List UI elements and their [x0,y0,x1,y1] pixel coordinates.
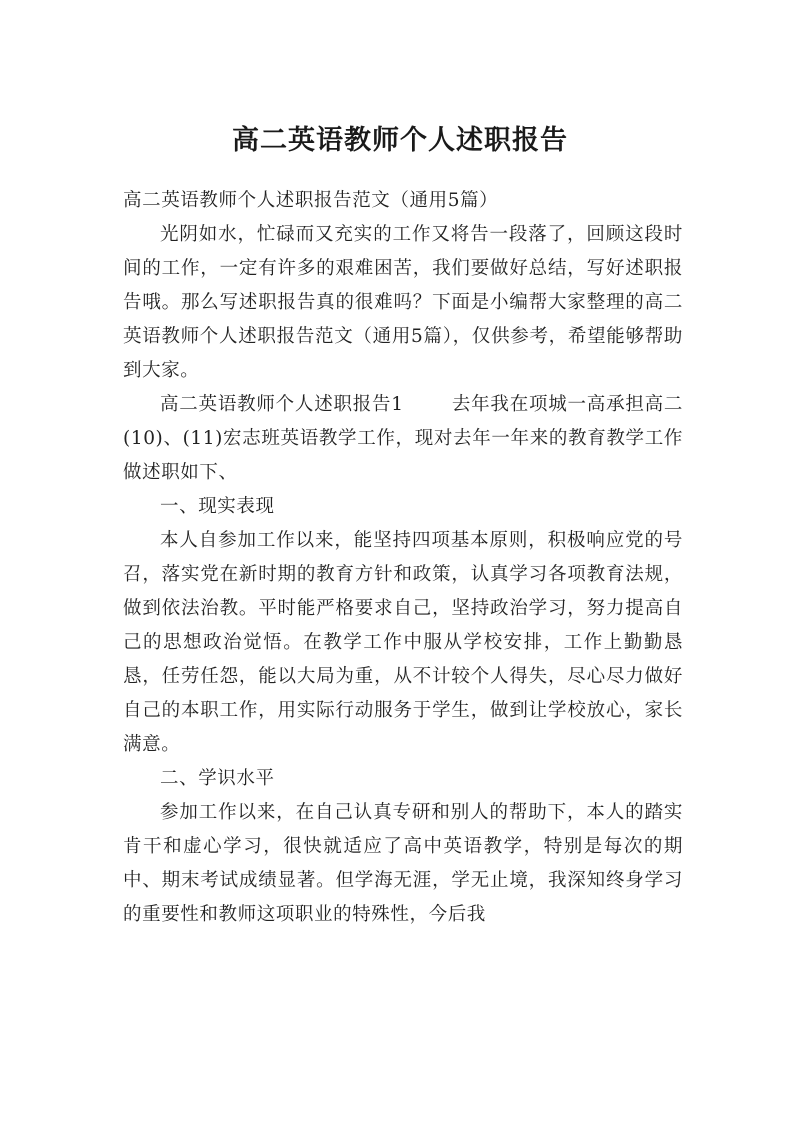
intro-paragraph: 光阴如水，忙碌而又充实的工作又将告一段落了，回顾这段时间的工作，一定有许多的艰难困苦，我们要做好总结，写好述职报告哦。那么写述职报告真的很难吗？下面是小编帮大家整理的高二英语教师个人述职报告范文（通用5篇），仅供参考，希望能够帮助到大家。 [123,224,683,381]
document-body [123,184,683,932]
report1-paragraph [123,388,683,490]
section1-paragraph: 本人自参加工作以来，能坚持四项基本原则，积极响应党的号召，落实党在新时期的教育方针和政策，认真学习各项教育法规，做到依法治教。平时能严格要求自己，坚持政治学习，努力提高自己的思想政治觉悟。在教学工作中服从学校安排，工作上勤勤恳恳，任劳任怨，能以大局为重，从不计较个人得失，尽心尽力做好自己的本职工作，用实际行动服务于学生，做到让学校放心，家长满意。 [123,530,683,755]
report1-opening: 去年我在项城一高承担高二(10)、(11)宏志班英语教学工作，现对去年一年来的教育教学工作做述职如下、 [123,394,683,483]
report1-heading: 高二英语教师个人述职报告1 [160,394,404,415]
section1-heading: 一、现实表现 [160,496,275,517]
section2-paragraph: 参加工作以来，在自己认真专研和别人的帮助下，本人的踏实肯干和虚心学习，很快就适应了高中英语教学，特别是每次的期中、期末考试成绩显著。但学海无涯，学无止境，我深知终身学习的重要性和教师这项职业的特殊性，今后我 [123,802,683,925]
document-subtitle: 高二英语教师个人述职报告范文（通用5篇） [123,190,499,211]
section2-heading: 二、学识水平 [160,768,275,789]
page-title: 高二英语教师个人述职报告 [232,125,568,157]
